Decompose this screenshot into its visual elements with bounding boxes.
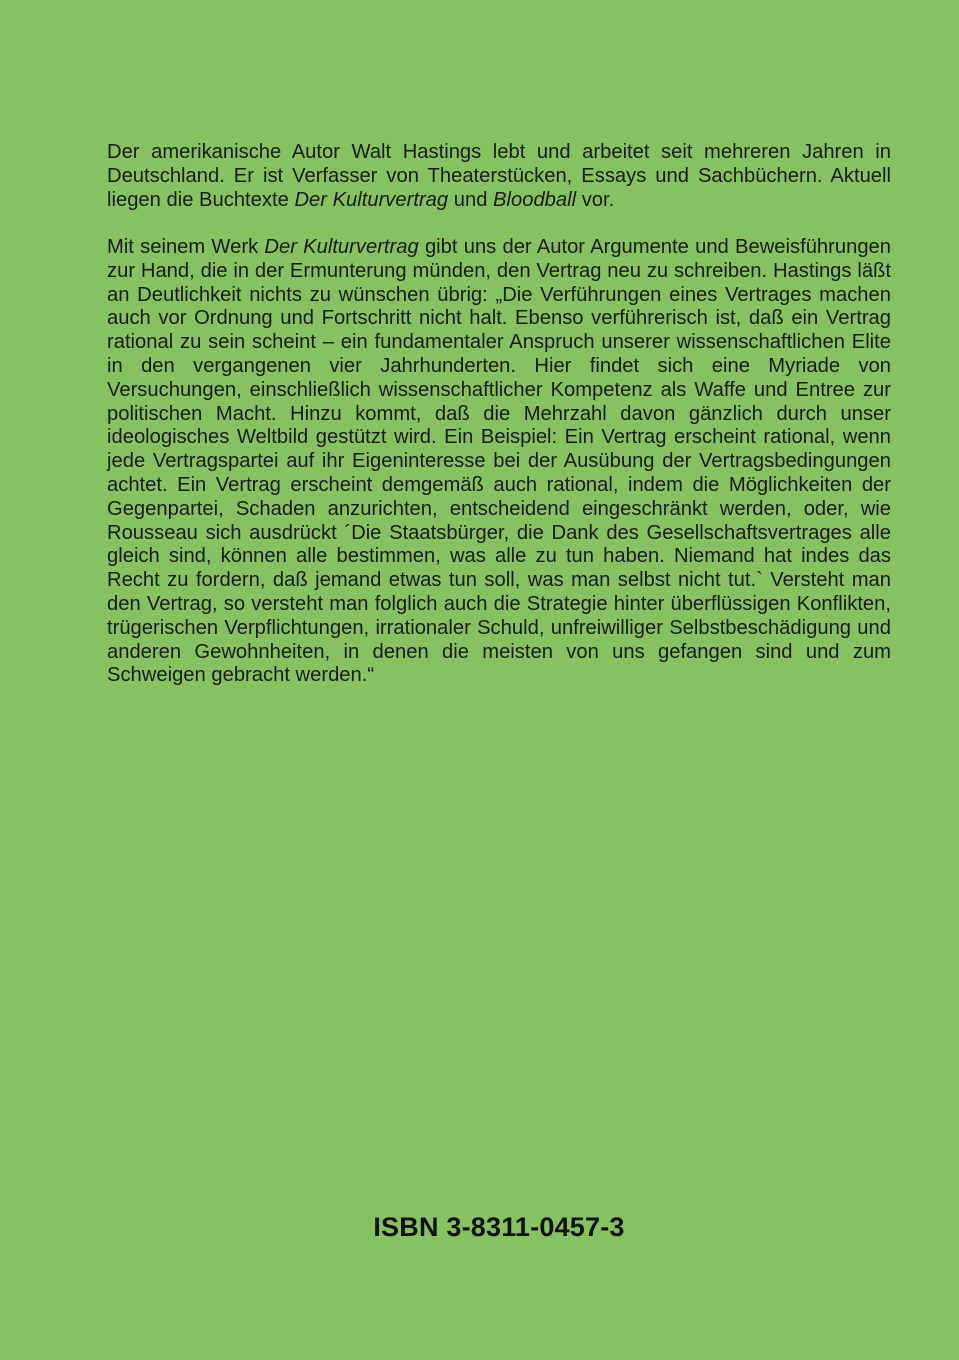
author-bio-connector: und	[448, 188, 494, 211]
book-title-kulturvertrag: Der Kulturvertrag	[294, 188, 449, 211]
author-bio-paragraph	[107, 141, 891, 212]
author-bio-text: Der amerikanische Autor Walt Hastings lebt und arbeitet seit mehreren Jahren in Deutschland. Er ist Verfasser von Theaterstücken, Essays und Sachbüchern. Aktuell liegen die Buchtexte	[107, 141, 891, 211]
book-title-bloodball: Bloodball	[493, 188, 577, 211]
isbn-number: ISBN 3-8311-0457-3	[373, 1212, 625, 1242]
description-body: gibt uns der Autor Argumente und Beweisführungen zur Hand, die in der Ermunterung münden, den Vertrag neu zu schreiben. Hastings läßt an Deutlichkeit nichts zu wünschen übrig: „Die Verführungen eines Vertrages machen auch vor Ordnung und Fortschritt nicht halt. Ebenso verführerisch ist, daß ein Vertrag rational zu sein scheint – ein fundamentaler Anspruch unserer wissenschaftlichen Elite in den vergangenen vier Jahrhunderten. Hier findet sich eine Myriade von Versuchungen, einschließlich wissenschaftlicher Kompetenz als Waffe und Entree zur politischen Macht. Hinzu kommt, daß die Mehrzahl davon gänzlich durch unser ideologisches Weltbild gestützt wird. Ein Beispiel: Ein Vertrag erscheint rational, wenn jede Vertragspartei auf ihr Eigeninteresse bei der Ausübung der Vertragsbedingungen achtet. Ein Vertrag erscheint demgemäß auch rational, indem die Möglichkeiten der Gegenpartei, Schaden anzurichten, entscheidend eingeschränkt werden, oder, wie Rousseau sich ausdrückt ´Die Staatsbürger, die Dank des Gesellschaftsvertrages alle gleich sind, können alle bestimmen, was alle zu tun haben. Niemand hat indes das Recht zu fordern, daß jemand etwas tun soll, was man selbst nicht tut.` Versteht man den Vertrag, so versteht man folglich auch die Strategie hinter überflüssigen Konflikten, trügerischen Verpflichtungen, irrationaler Schuld, unfreiwilliger Selbstbeschädigung und anderen Gewohnheiten, in denen die meisten von uns gefangen sind und zum Schweigen gebracht werden.“	[107, 236, 892, 687]
author-bio-ending: vor.	[576, 188, 615, 211]
description-book-title: Der Kulturvertrag	[264, 236, 419, 258]
book-description-paragraph	[107, 236, 891, 688]
description-intro: Mit seinem Werk	[107, 236, 265, 258]
